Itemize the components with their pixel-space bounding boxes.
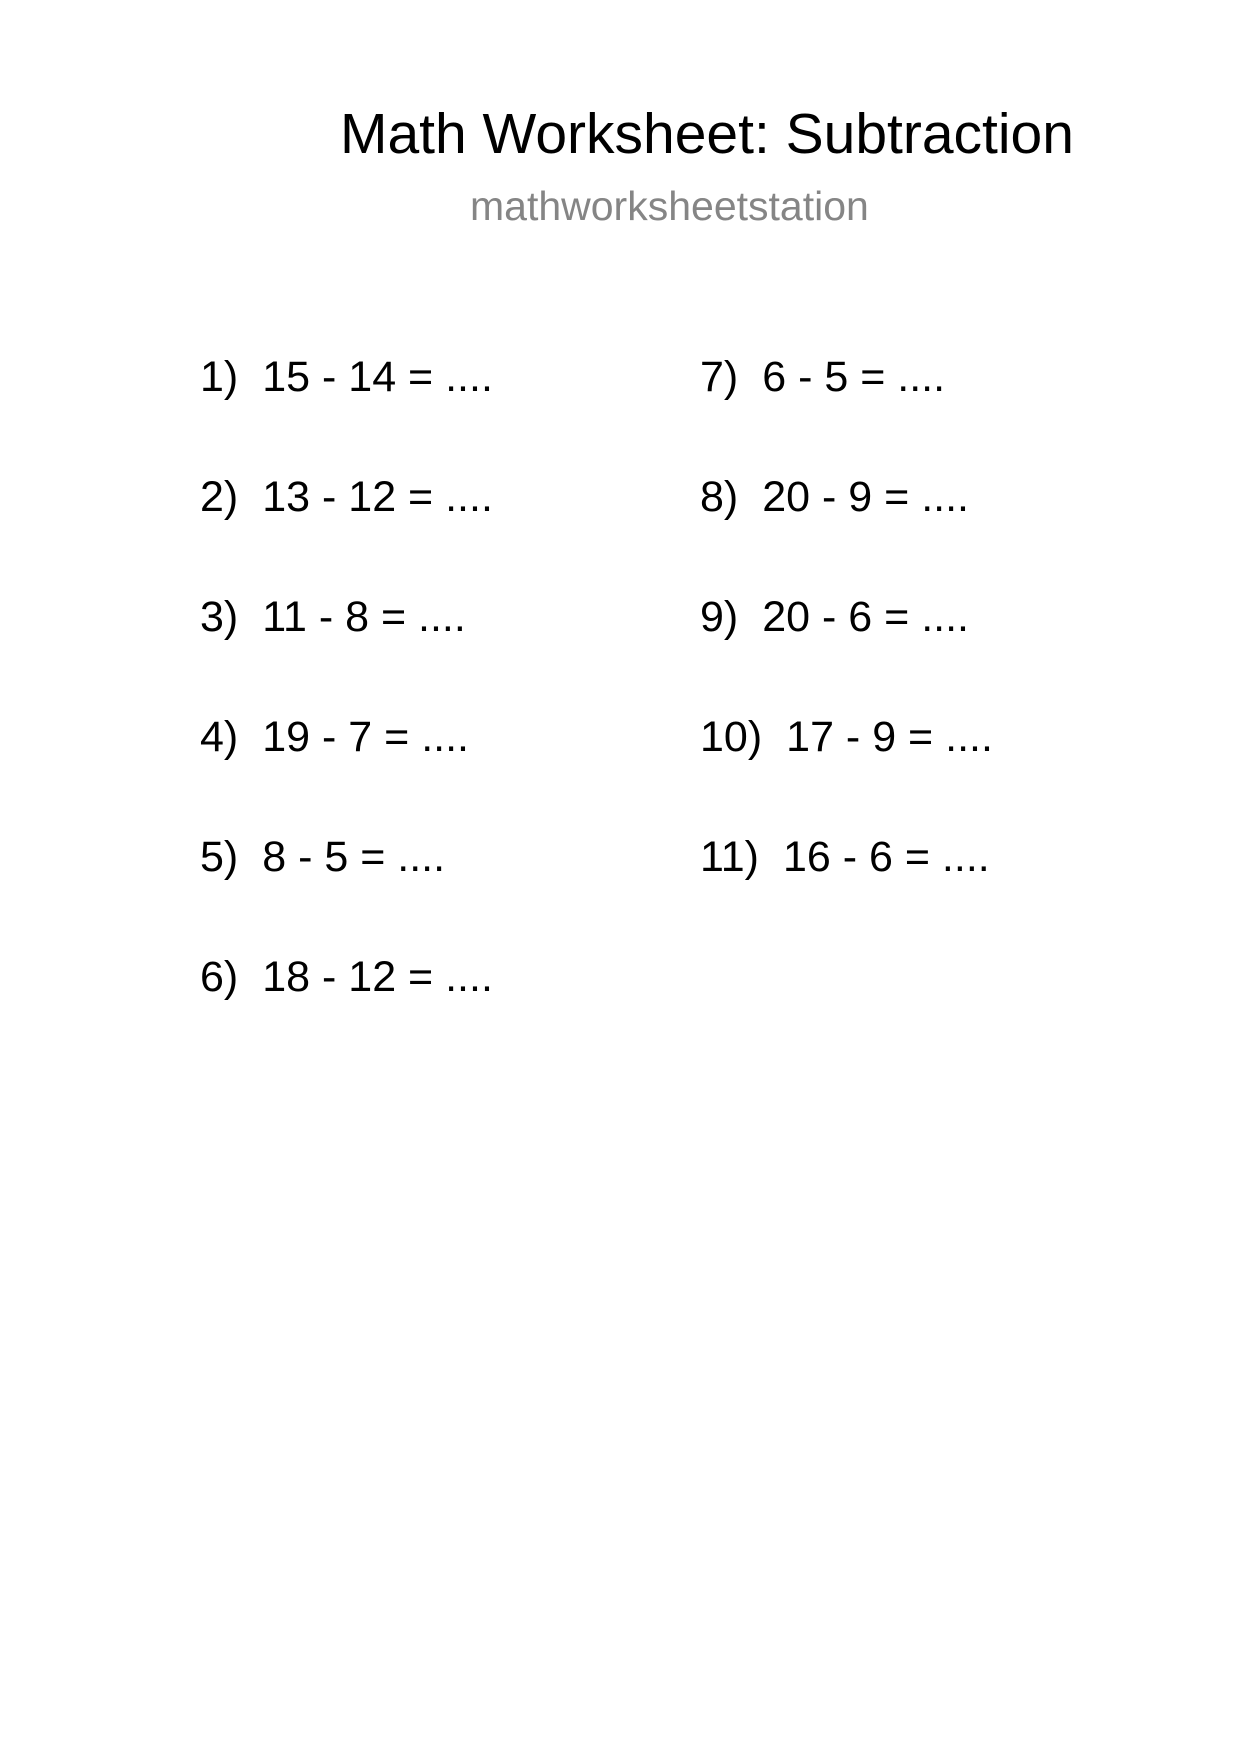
problem-number: 1) [200,353,239,401]
problem-number: 3) [200,593,239,641]
problem-expression: 19 - 7 = .... [262,713,469,761]
problem-item [200,950,680,1070]
problem-number: 5) [200,833,239,881]
problem-number: 7) [700,353,739,401]
problem-number: 6) [200,953,239,1001]
problem-item [700,590,1180,710]
problem-number: 11) [700,833,759,881]
problem-number: 4) [200,713,239,761]
page-title: Math Worksheet: Subtraction [340,102,1074,166]
problem-number: 9) [700,593,739,641]
problem-item [200,710,680,830]
problem-number: 10) [700,713,763,761]
problem-number: 8) [700,473,739,521]
problem-expression: 13 - 12 = .... [262,473,493,521]
problem-item [200,830,680,950]
problem-expression: 18 - 12 = .... [262,953,493,1001]
problem-expression: 6 - 5 = .... [762,353,946,401]
problem-column-right [700,350,1180,950]
page-subtitle: mathworksheetstation [470,183,869,229]
problem-item [700,470,1180,590]
problem-item [700,710,1180,830]
problem-item [200,590,680,710]
problem-expression: 8 - 5 = .... [262,833,446,881]
problem-expression: 16 - 6 = .... [782,833,990,881]
problem-item [700,350,1180,470]
problem-item [200,350,680,470]
problem-expression: 20 - 9 = .... [762,473,969,521]
problem-expression: 11 - 8 = .... [262,593,466,641]
problem-expression: 17 - 9 = .... [786,713,993,761]
problem-expression: 15 - 14 = .... [262,353,493,401]
problem-item [700,830,1180,950]
problem-expression: 20 - 6 = .... [762,593,969,641]
problem-item [200,470,680,590]
problem-column-left [200,350,680,1070]
problem-number: 2) [200,473,239,521]
